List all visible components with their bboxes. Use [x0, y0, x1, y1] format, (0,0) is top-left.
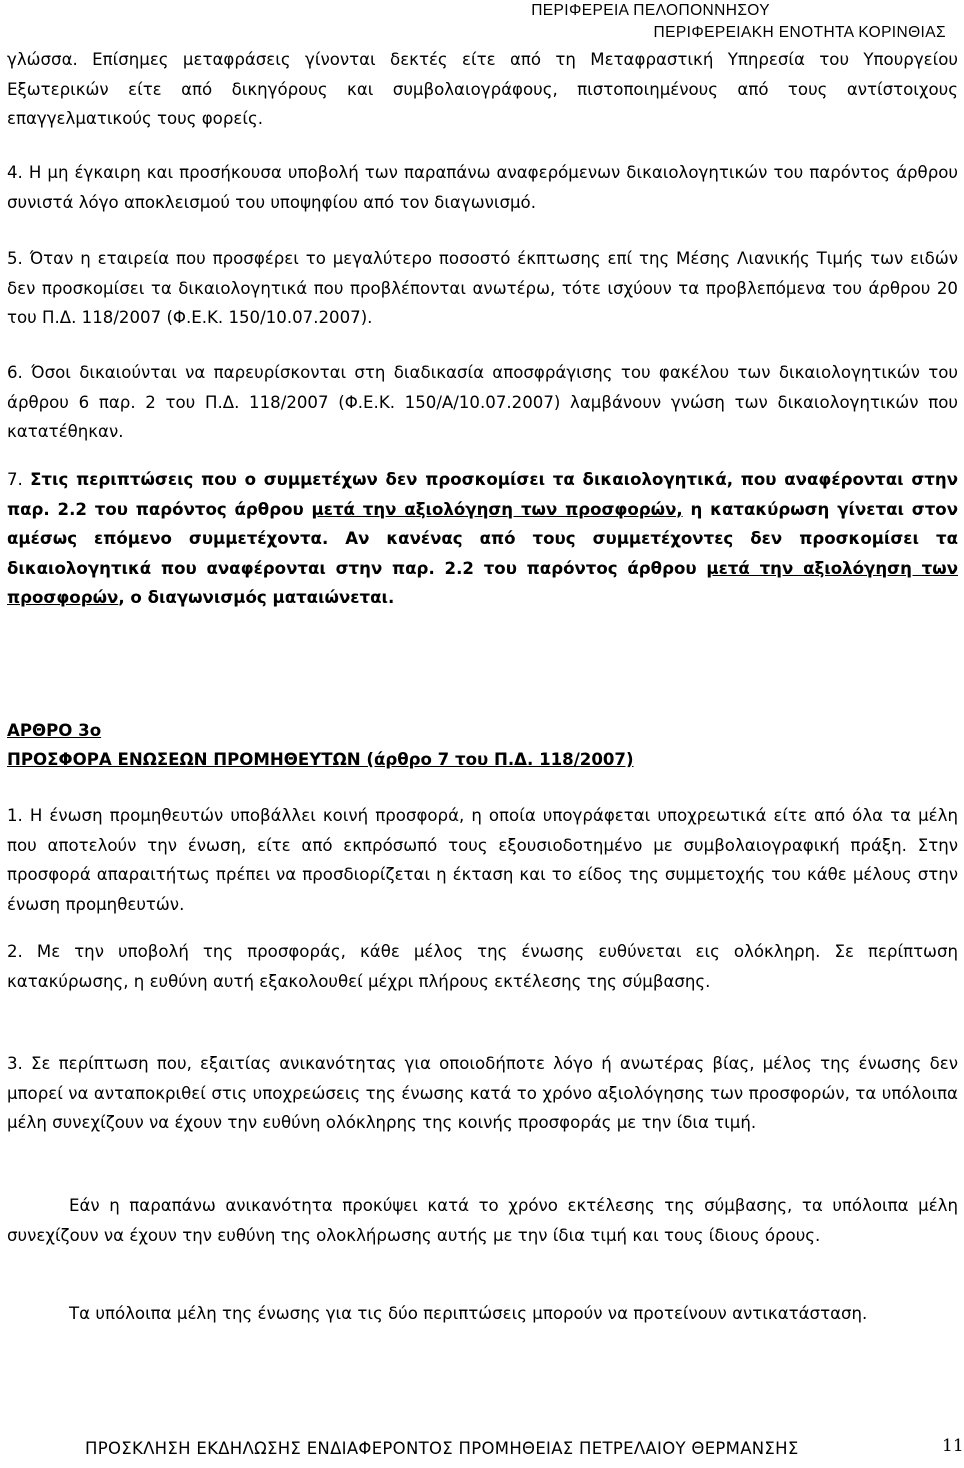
page-number: 11 — [942, 1436, 964, 1456]
paragraph-2: 2. Με την υποβολή της προσφοράς, κάθε μέλος της ένωσης ευθύνεται εις ολόκληρη. Σε περίπτωση κατακύρωσης, η ευθύνη αυτή εξακολουθεί μέχρι πλήρους εκτέλεσης της σύμβασης. — [7, 942, 958, 991]
paragraph-5 — [7, 1299, 958, 1329]
item-7-text-3: , ο διαγωνισμός ματαιώνεται. — [118, 588, 395, 607]
paragraph-4-text: Εάν η παραπάνω ανικανότητα προκύψει κατά το χρόνο εκτέλεσης της σύμβασης, τα υπόλοιπα μέλη συνεχίζουν να έχουν την ευθύνη της ολοκλήρωσης αυτής με την ίδια τιμή και τους ίδιους όρους. — [7, 1196, 958, 1245]
paragraph-4 — [7, 1191, 958, 1250]
article-subtitle: ΠΡΟΣΦΟΡΑ ΕΝΩΣΕΩΝ ΠΡΟΜΗΘΕΥΤΩΝ (άρθρο 7 του Π.Δ. 118/2007) — [7, 750, 634, 769]
intro-paragraph: γλώσσα. Επίσημες μεταφράσεις γίνονται δεκτές είτε από τη Μεταφραστική Υπηρεσία του Υπουργείου Εξωτερικών είτε από δικηγόρους και συμβολαιογράφους, πιστοποιημένους από τους αντίστοιχους επαγγελματικούς τους φορείς. — [7, 50, 958, 128]
item-7-text-2: η κατακύρωση γίνεται στον αμέσως επόμενο συμμετέχοντα. Αν κανένας από τους συμμετέχοντες δεν προσκομίσει τα δικαιολογητικά που αναφέρονται στην παρ. 2.2 του παρόντος άρθρου — [7, 499, 958, 578]
header-line-2: ΠΕΡΙΦΕΡΕΙΑΚΗ ΕΝΟΤΗΤΑ ΚΟΡΙΝΘΙΑΣ — [653, 24, 946, 41]
item-4: 4. Η μη έγκαιρη και προσήκουσα υποβολή των παραπάνω αναφερόμενων δικαιολογητικών του παρόντος άρθρου συνιστά λόγο αποκλεισμού του υποψηφίου από τον διαγωνισμό. — [7, 163, 958, 212]
article-title: ΑΡΘΡΟ 3ο — [7, 721, 102, 740]
paragraph-5-text: Τα υπόλοιπα μέλη της ένωσης για τις δύο περιπτώσεις μπορούν να προτείνουν αντικατάσταση. — [69, 1304, 868, 1323]
item-7-text-1: Στις περιπτώσεις που ο συμμετέχων δεν προσκομίσει τα δικαιολογητικά, που αναφέρονται στην παρ. 2.2 του παρόντος άρθρου — [7, 470, 958, 519]
item-7-underlined-2: μετά την αξιολόγηση των προσφορών — [7, 558, 958, 607]
item-5: 5. Όταν η εταιρεία που προσφέρει το μεγαλύτερο ποσοστό έκπτωσης επί της Μέσης Λιανικής Τιμής των ειδών δεν προσκομίσει τα δικαιολογητικά που προβλέπονται ανωτέρω, τότε ισχύουν τα προβλεπόμενα του άρθρου 20 του Π.Δ. 118/2007 (Φ.Ε.Κ. 150/10.07.2007). — [7, 249, 958, 327]
item-6: 6. Όσοι δικαιούνται να παρευρίσκονται στη διαδικασία αποσφράγισης του φακέλου των δικαιολογητικών του άρθρου 6 παρ. 2 του Π.Δ. 118/2007 (Φ.Ε.Κ. 150/Α/10.07.2007) λαμβάνουν γνώση των δικαιολογητικών που κατατέθηκαν. — [7, 363, 958, 441]
item-7-underlined-1: μετά την αξιολόγηση των προσφορών, — [311, 499, 683, 519]
header-line-1: ΠΕΡΙΦΕΡΕΙΑ ΠΕΛΟΠΟΝΝΗΣΟΥ — [531, 2, 770, 19]
footer-title: ΠΡΟΣΚΛΗΣΗ ΕΚΔΗΛΩΣΗΣ ΕΝΔΙΑΦΕΡΟΝΤΟΣ ΠΡΟΜΗΘΕΙΑΣ ΠΕΤΡΕΛΑΙΟΥ ΘΕΡΜΑΝΣΗΣ — [85, 1439, 799, 1458]
paragraph-3: 3. Σε περίπτωση που, εξαιτίας ανικανότητας για οποιοδήποτε λόγο ή ανωτέρας βίας, μέλος της ένωσης δεν μπορεί να ανταποκριθεί στις υποχρεώσεις της ένωσης κατά το χρόνο αξιολόγησης των προσφορών, τα υπόλοιπα μέλη συνεχίζουν να έχουν την ευθύνη ολόκληρης της κοινής προσφοράς με την ίδια τιμή. — [7, 1054, 958, 1132]
item-7-number: 7. — [7, 470, 31, 489]
paragraph-1: 1. Η ένωση προμηθευτών υποβάλλει κοινή προσφορά, η οποία υπογράφεται υποχρεωτικά είτε από όλα τα μέλη που αποτελούν την ένωση, είτε από εκπρόσωπό τους εξουσιοδοτημένο με συμβολαιογραφική πράξη. Στην προσφορά απαραιτήτως πρέπει να προσδιορίζεται η έκταση και το είδος της συμμετοχής του κάθε μέλους στην ένωση προμηθευτών. — [7, 806, 958, 914]
item-7 — [7, 465, 958, 613]
